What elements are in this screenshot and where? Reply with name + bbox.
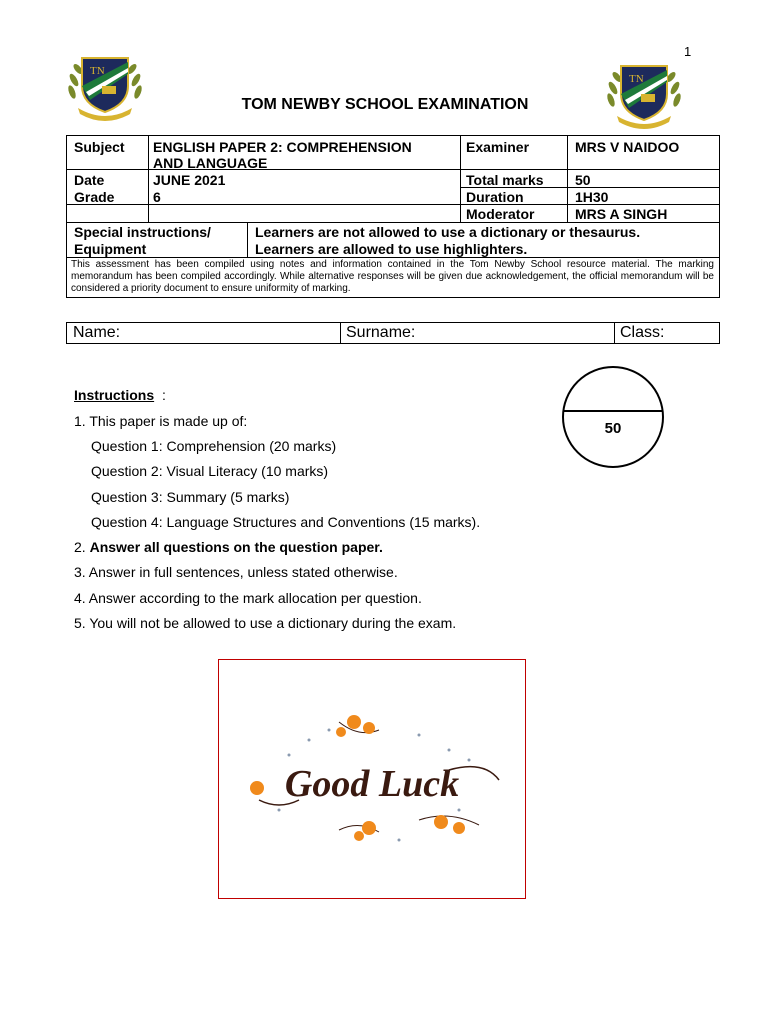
exam-info-table	[66, 135, 720, 298]
instruction-3: 3. Answer in full sentences, unless stated otherwise.	[74, 564, 398, 580]
special-instructions-value-line1: Learners are not allowed to use a dictionary or thesaurus.	[255, 224, 641, 240]
table-divider	[148, 136, 149, 222]
table-divider	[67, 222, 719, 223]
table-divider	[567, 136, 568, 222]
moderator-value: MRS A SINGH	[575, 206, 668, 222]
duration-value: 1H30	[575, 189, 609, 205]
date-label: Date	[74, 172, 105, 188]
instruction-5: 5. You will not be allowed to use a dictionary during the exam.	[74, 615, 457, 631]
total-marks-label: Total marks	[466, 172, 544, 188]
special-instructions-label-line1: Special instructions/	[74, 224, 211, 240]
good-luck-frame	[218, 659, 526, 899]
good-luck-illustration	[219, 660, 525, 898]
name-bar-divider	[614, 323, 615, 343]
moderator-label: Moderator	[466, 206, 535, 222]
page-number: 1	[684, 44, 692, 59]
instruction-4: 4. Answer according to the mark allocation per question.	[74, 590, 422, 606]
table-divider	[67, 204, 719, 205]
grade-label: Grade	[74, 189, 115, 205]
question-3-item: Question 3: Summary (5 marks)	[91, 489, 290, 505]
subject-value-line2: AND LANGUAGE	[153, 155, 268, 171]
name-bar-divider	[340, 323, 341, 343]
good-luck-text: Good Luck	[284, 763, 460, 805]
score-circle	[562, 366, 664, 468]
question-1-item: Question 1: Comprehension (20 marks)	[91, 438, 337, 454]
table-divider	[460, 136, 461, 222]
school-crest-right	[603, 60, 685, 130]
instructions-heading: Instructions	[74, 387, 155, 403]
svg-text:TN: TN	[90, 65, 105, 77]
score-divider	[564, 410, 662, 412]
instruction-2-text: Answer all questions on the question paper.	[89, 539, 383, 555]
question-4-item: Question 4: Language Structures and Conventions (15 marks).	[91, 514, 481, 530]
special-instructions-label-line2: Equipment	[74, 241, 147, 257]
examiner-value: MRS V NAIDOO	[575, 139, 680, 155]
student-details-bar	[66, 322, 720, 344]
instructions-colon: :	[162, 387, 166, 403]
instruction-1: 1. This paper is made up of:	[74, 413, 248, 429]
subject-label: Subject	[74, 139, 125, 155]
table-divider	[247, 222, 248, 257]
special-instructions-value-line2: Learners are allowed to use highlighters.	[255, 241, 528, 257]
total-marks-value: 50	[575, 172, 591, 188]
class-label: Class:	[620, 324, 665, 341]
assessment-note: This assessment has been compiled using notes and information contained in the Tom Newby School resource material. The marking memorandum has been compiled accordingly. While alternative responses will be given due acknowledgement, the official memorandum will be considered a priority document to ensure uniformity of marking.	[71, 259, 714, 294]
duration-label: Duration	[466, 189, 524, 205]
exam-title: TOM NEWBY SCHOOL EXAMINATION	[241, 96, 529, 113]
instruction-2	[74, 539, 383, 555]
question-2-item: Question 2: Visual Literacy (10 marks)	[91, 463, 329, 479]
score-total: 50	[604, 420, 622, 437]
examiner-label: Examiner	[466, 139, 530, 155]
grade-value: 6	[153, 189, 161, 205]
name-label: Name:	[73, 324, 121, 341]
date-value: JUNE 2021	[153, 172, 226, 188]
subject-value-line1: ENGLISH PAPER 2: COMPREHENSION	[153, 139, 412, 155]
instruction-2-number: 2.	[74, 539, 90, 555]
table-divider	[67, 257, 719, 258]
svg-text:TN: TN	[629, 73, 644, 85]
surname-label: Surname:	[346, 324, 416, 341]
